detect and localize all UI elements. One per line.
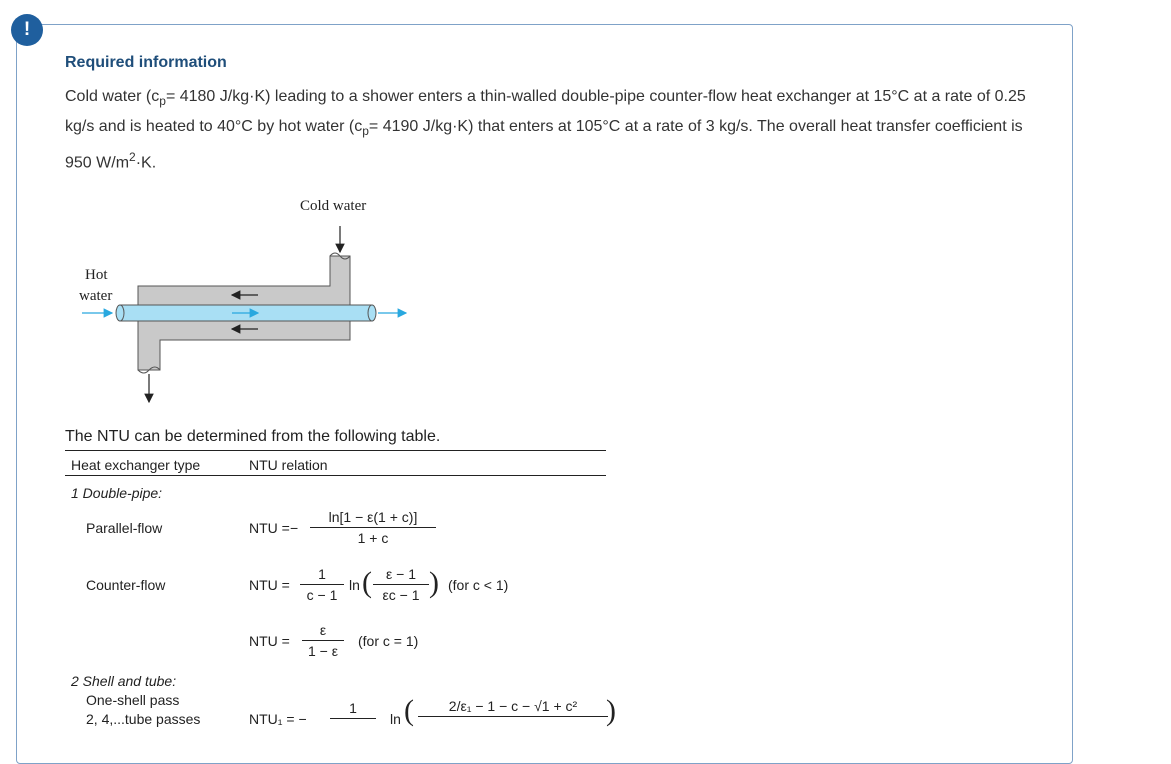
group-shell-and-tube: 2 Shell and tube: [71, 673, 177, 689]
ln-label: ln [390, 711, 401, 727]
water-label: water [79, 288, 113, 304]
minus-sign: − [290, 520, 299, 536]
row-tube-passes: 2, 4,...tube passes [86, 711, 201, 727]
ntu1-label: NTU₁ = − [249, 711, 307, 727]
cold-water-label: Cold water [300, 198, 367, 214]
row-one-shell-pass: One-shell pass [86, 692, 180, 708]
ln-label: ln [349, 577, 360, 593]
problem-statement: Cold water ($c_p= 4180$ J/kg·K) leading to a shower enters a thin-walled double-pipe counter-flow heat exchanger at 15°C at a rate of 0.25 kg/s and is heated to 40°C by hot water ($c_p= 4190$ J/kg·K) that enters at 105°C at a rate of 3 kg/s. The overall heat transfer coefficient is 950 $W/m^2\cdot K$. [65, 88, 1026, 172]
counter-flow-coefficient: $\frac{1}{c - 1}$ [300, 566, 344, 603]
condition-c-equal-1: (for c = 1) [358, 633, 419, 649]
close-paren: ) [606, 694, 616, 727]
shell-coefficient: 1 [330, 700, 376, 719]
column-header-type: Heat exchanger type [71, 457, 201, 473]
open-paren: ( [362, 566, 372, 599]
parallel-flow-fraction: $\frac{\ln[1 - \varepsilon(1 + c)]}{1 + c}$ [310, 509, 436, 546]
heat-exchanger-drawing [60, 190, 440, 420]
ntu-label: NTU = [249, 577, 290, 593]
column-header-relation: NTU relation [249, 457, 328, 473]
c-equal-1-fraction: $\frac{\varepsilon}{1 - \varepsilon}$ [302, 622, 344, 659]
row-counter-flow: Counter-flow [86, 577, 166, 593]
condition-c-less-than-1: (for c < 1) [448, 577, 509, 593]
ntu-label: NTU = [249, 520, 290, 536]
table-header-rule [65, 475, 606, 476]
table-top-rule [65, 450, 606, 451]
heat-exchanger-diagram [60, 190, 440, 420]
counter-flow-fraction: $\frac{\varepsilon - 1}{\varepsilon c - 1}$ [373, 566, 429, 603]
table-caption: The NTU can be determined from the following table. [65, 428, 441, 445]
row-parallel-flow: Parallel-flow [86, 520, 163, 536]
section-heading: Required information [65, 54, 227, 71]
ntu-label: NTU = [249, 633, 290, 649]
shell-fraction: 2/ε₁ − 1 − c − √1 + c² [418, 698, 608, 717]
group-double-pipe: 1 Double-pipe: [71, 485, 163, 501]
open-paren: ( [404, 694, 414, 727]
alert-icon: ! [11, 14, 43, 46]
hot-label: Hot [85, 267, 108, 283]
close-paren: ) [429, 566, 439, 599]
